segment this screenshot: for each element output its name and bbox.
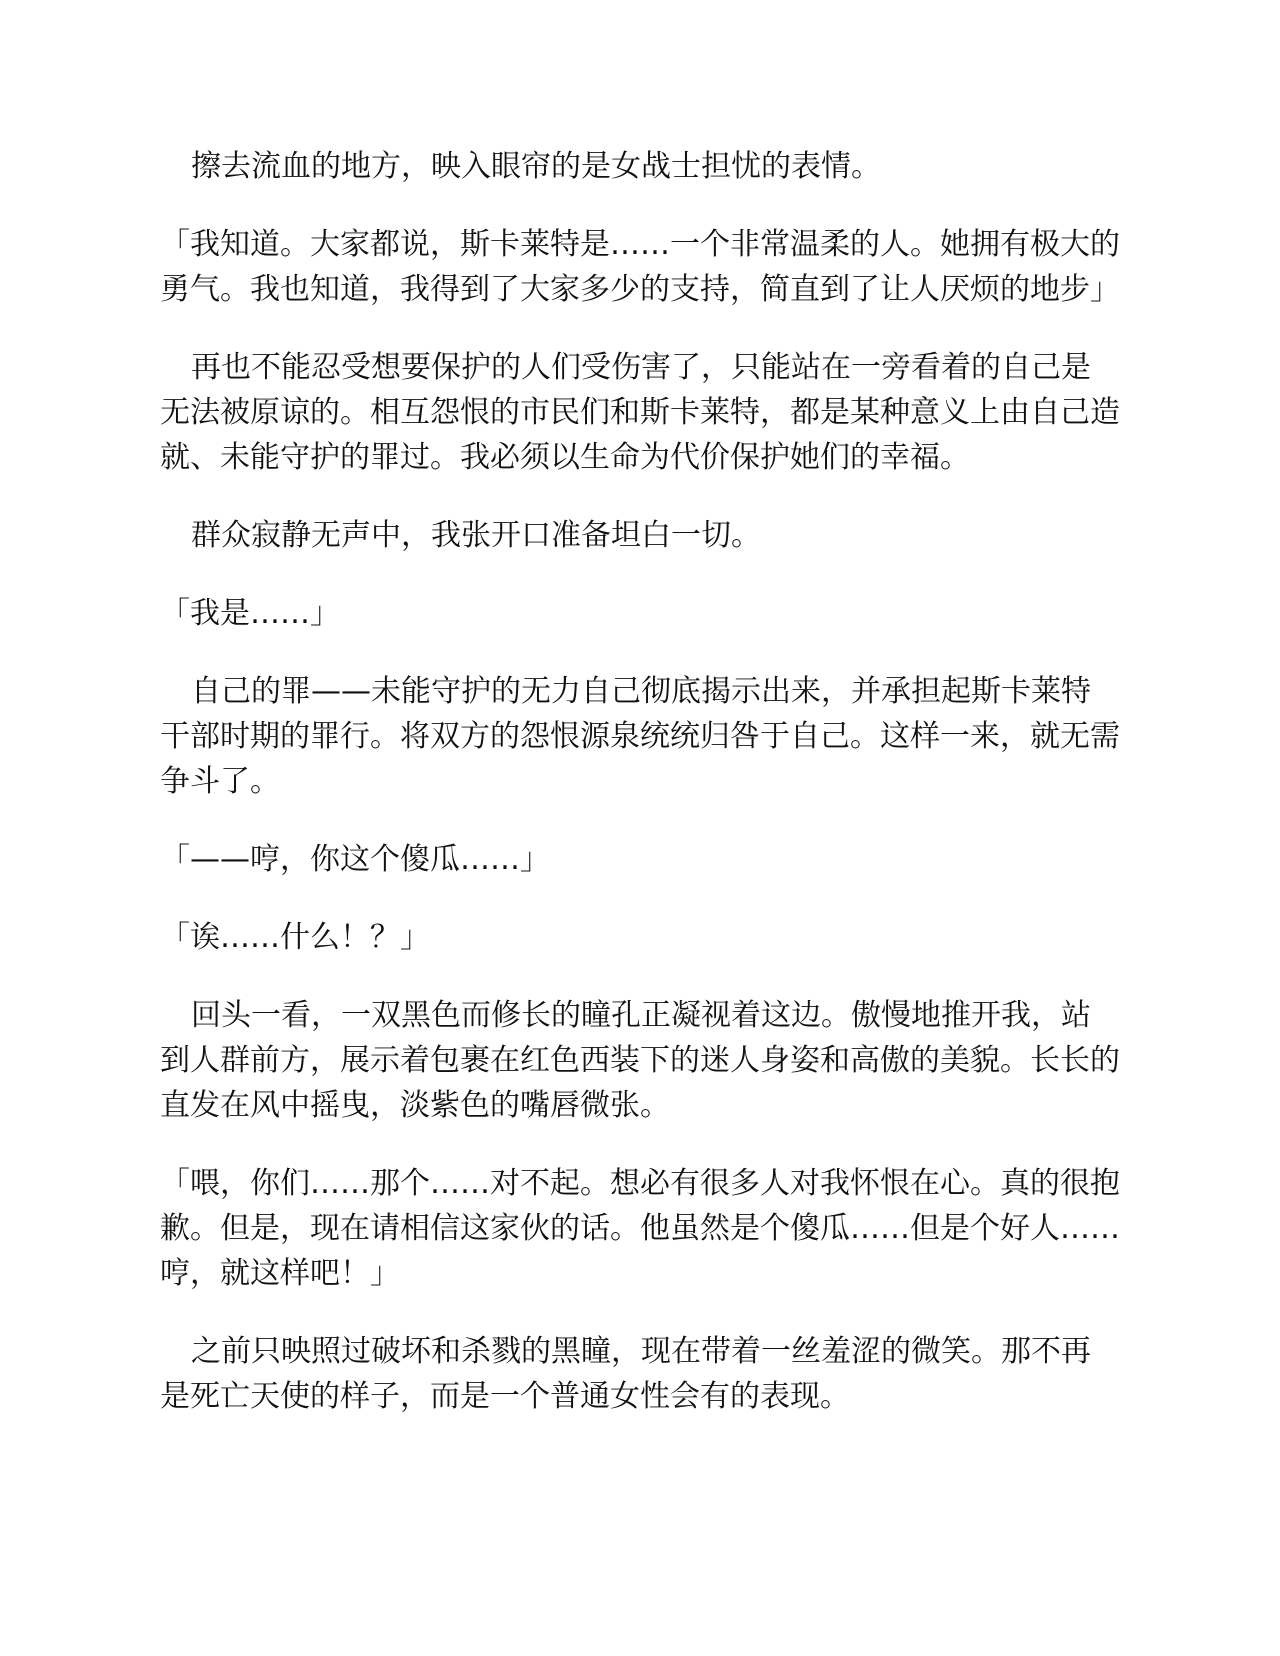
paragraph: 之前只映照过破坏和杀戮的黑瞳，现在带着一丝羞涩的微笑。那不再是死亡天使的样子，而是一个普通女性会有的表现。 — [160, 1334, 1091, 1414]
paragraph: 「我是……」 — [160, 596, 340, 631]
paragraph: 回头一看，一双黑色而修长的瞳孔正凝视着这边。傲慢地推开我，站到人群前方，展示着包裹在红色西装下的迷人身姿和高傲的美貌。长长的直发在风中摇曳，淡紫色的嘴唇微张。 — [160, 998, 1120, 1123]
paragraph: 再也不能忍受想要保护的人们受伤害了，只能站在一旁看着的自己是无法被原谅的。相互怨恨的市民们和斯卡莱特，都是某种意义上由自己造就、未能守护的罪过。我必须以生命为代价保护她们的幸福。 — [160, 350, 1120, 475]
paragraph: 「喂，你们……那个……对不起。想必有很多人对我怀恨在心。真的很抱歉。但是，现在请相信这家伙的话。他虽然是个傻瓜……但是个好人……哼，就这样吧！」 — [160, 1166, 1120, 1291]
paragraph: 擦去流血的地方，映入眼帘的是女战士担忧的表情。 — [191, 149, 881, 184]
paragraph: 群众寂静无声中，我张开口准备坦白一切。 — [191, 518, 761, 553]
text-body — [160, 144, 1120, 1452]
paragraph: 自己的罪——未能守护的无力自己彻底揭示出来，并承担起斯卡莱特干部时期的罪行。将双方的怨恨源泉统统归咎于自己。这样一来，就无需争斗了。 — [160, 674, 1120, 799]
paragraph: 「诶……什么！？」 — [160, 920, 430, 955]
paragraph: 「——哼，你这个傻瓜……」 — [160, 842, 550, 877]
paragraph: 「我知道。大家都说，斯卡莱特是……一个非常温柔的人。她拥有极大的勇气。我也知道，我得到了大家多少的支持，简直到了让人厌烦的地步」 — [160, 227, 1120, 307]
